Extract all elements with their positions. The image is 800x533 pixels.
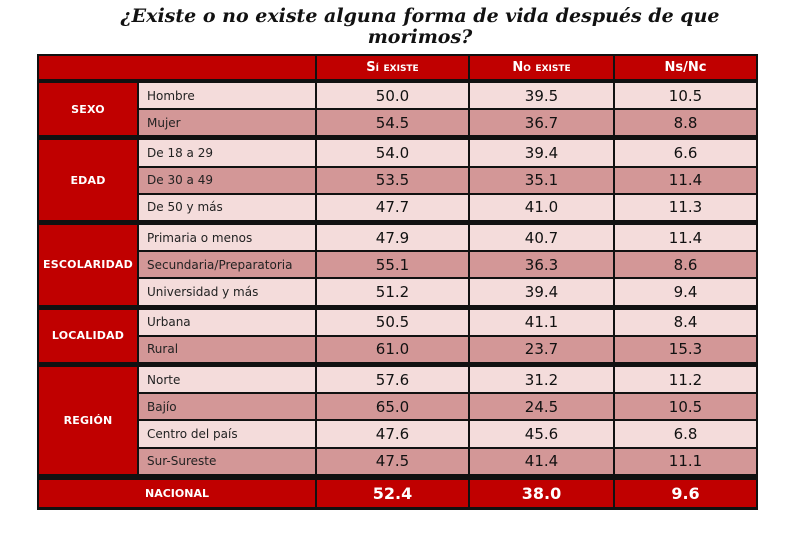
row-label: Bajío	[139, 394, 315, 419]
data-cell: 24.5	[470, 394, 613, 419]
group-label: REGIÓN	[39, 367, 137, 474]
row-label: Norte	[139, 367, 315, 392]
data-cell: 53.5	[317, 168, 468, 193]
data-cell: 47.9	[317, 225, 468, 250]
data-cell: 57.6	[317, 367, 468, 392]
data-cell: 11.1	[615, 449, 756, 474]
total-label: NACIONAL	[39, 480, 315, 507]
group-label: SEXO	[39, 83, 137, 135]
row-label: De 18 a 29	[139, 140, 315, 165]
header-corner	[39, 56, 315, 79]
data-cell: 15.3	[615, 337, 756, 362]
data-cell: 41.0	[470, 195, 613, 220]
data-cell: 8.6	[615, 252, 756, 277]
data-cell: 9.4	[615, 279, 756, 304]
data-cell: 36.3	[470, 252, 613, 277]
data-cell: 54.0	[317, 140, 468, 165]
data-cell: 39.5	[470, 83, 613, 108]
data-cell: 45.6	[470, 421, 613, 446]
data-cell: 55.1	[317, 252, 468, 277]
row-label: De 50 y más	[139, 195, 315, 220]
total-cell: 52.4	[317, 480, 468, 507]
data-cell: 39.4	[470, 140, 613, 165]
data-cell: 6.6	[615, 140, 756, 165]
data-cell: 36.7	[470, 110, 613, 135]
row-label: Centro del país	[139, 421, 315, 446]
row-label: Urbana	[139, 310, 315, 335]
data-cell: 47.7	[317, 195, 468, 220]
data-cell: 8.8	[615, 110, 756, 135]
column-header: Sí existe	[317, 56, 468, 79]
data-cell: 61.0	[317, 337, 468, 362]
data-cell: 8.4	[615, 310, 756, 335]
data-cell: 10.5	[615, 394, 756, 419]
column-header: Ns/Nc	[615, 56, 756, 79]
total-cell: 38.0	[470, 480, 613, 507]
row-label: Universidad y más	[139, 279, 315, 304]
row-label: Mujer	[139, 110, 315, 135]
data-cell: 40.7	[470, 225, 613, 250]
data-cell: 35.1	[470, 168, 613, 193]
data-cell: 39.4	[470, 279, 613, 304]
data-cell: 11.4	[615, 225, 756, 250]
data-cell: 47.5	[317, 449, 468, 474]
group-label: EDAD	[39, 140, 137, 220]
data-cell: 51.2	[317, 279, 468, 304]
chart-title: ¿Existe o no existe alguna forma de vida después de que morimos?	[120, 5, 720, 48]
data-cell: 65.0	[317, 394, 468, 419]
group-label: LOCALIDAD	[39, 310, 137, 362]
data-cell: 41.4	[470, 449, 613, 474]
column-header: No existe	[470, 56, 613, 79]
data-cell: 54.5	[317, 110, 468, 135]
data-cell: 11.3	[615, 195, 756, 220]
data-cell: 31.2	[470, 367, 613, 392]
row-label: Rural	[139, 337, 315, 362]
total-cell: 9.6	[615, 480, 756, 507]
data-cell: 47.6	[317, 421, 468, 446]
data-cell: 41.1	[470, 310, 613, 335]
row-label: Secundaria/Preparatoria	[139, 252, 315, 277]
row-label: Hombre	[139, 83, 315, 108]
data-cell: 11.4	[615, 168, 756, 193]
data-cell: 50.0	[317, 83, 468, 108]
data-cell: 11.2	[615, 367, 756, 392]
data-cell: 10.5	[615, 83, 756, 108]
row-label: Primaria o menos	[139, 225, 315, 250]
row-label: Sur-Sureste	[139, 449, 315, 474]
data-table	[37, 54, 758, 510]
row-label: De 30 a 49	[139, 168, 315, 193]
data-cell: 23.7	[470, 337, 613, 362]
group-label: ESCOLARIDAD	[39, 225, 137, 305]
data-cell: 50.5	[317, 310, 468, 335]
data-cell: 6.8	[615, 421, 756, 446]
